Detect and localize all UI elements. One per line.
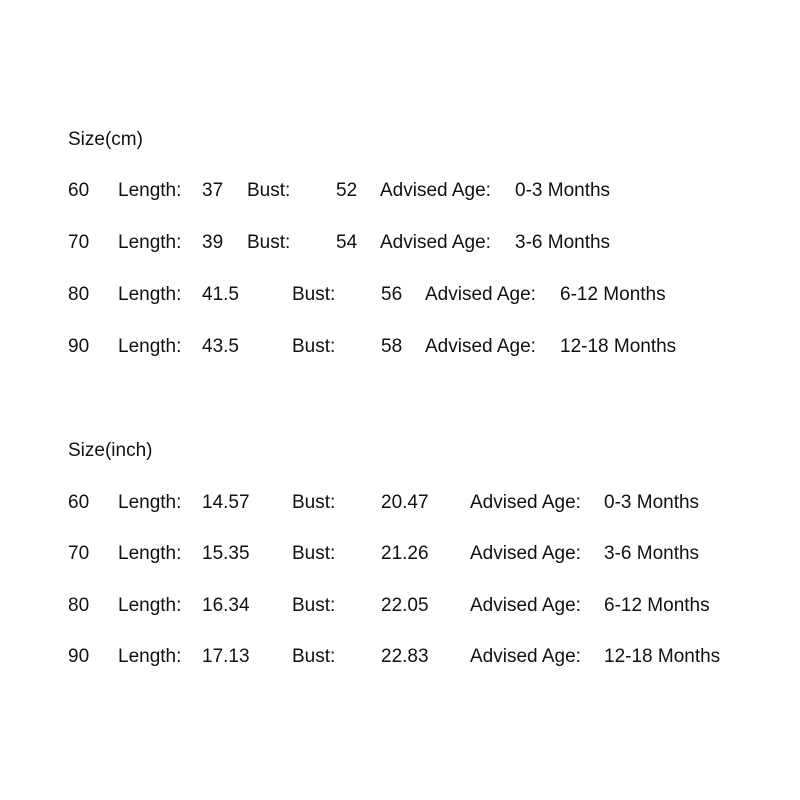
size-value: 80 [68,595,90,616]
advised-age-value: 3-6 Months [604,543,700,564]
length-label: Length: [118,232,182,253]
length-label: Length: [118,336,182,357]
bust-value: 20.47 [381,492,429,513]
length-value: 39 [202,232,224,253]
size-value: 80 [68,284,90,305]
advised-age-label: Advised Age: [470,492,581,513]
bust-label: Bust: [247,180,291,201]
length-value: 43.5 [202,336,239,357]
advised-age-value: 12-18 Months [560,336,677,357]
bust-value: 52 [336,180,358,201]
advised-age-value: 0-3 Months [515,180,611,201]
length-label: Length: [118,595,182,616]
size-value: 70 [68,232,90,253]
length-label: Length: [118,646,182,667]
bust-label: Bust: [292,284,336,305]
bust-label: Bust: [292,595,336,616]
length-label: Length: [118,180,182,201]
size-cm-heading: Size(cm) [68,129,143,150]
length-value: 16.34 [202,595,250,616]
bust-value: 54 [336,232,358,253]
length-value: 37 [202,180,224,201]
bust-value: 22.83 [381,646,429,667]
bust-label: Bust: [292,336,336,357]
length-value: 41.5 [202,284,239,305]
advised-age-label: Advised Age: [470,646,581,667]
size-value: 60 [68,180,90,201]
advised-age-label: Advised Age: [425,284,536,305]
size-value: 90 [68,336,90,357]
size-value: 60 [68,492,90,513]
advised-age-value: 0-3 Months [604,492,700,513]
size-inch-heading: Size(inch) [68,440,153,461]
bust-value: 58 [381,336,403,357]
bust-label: Bust: [247,232,291,253]
bust-value: 56 [381,284,403,305]
length-label: Length: [118,543,182,564]
length-value: 15.35 [202,543,250,564]
size-value: 90 [68,646,90,667]
advised-age-label: Advised Age: [425,336,536,357]
bust-label: Bust: [292,543,336,564]
advised-age-value: 3-6 Months [515,232,611,253]
advised-age-label: Advised Age: [380,180,491,201]
length-label: Length: [118,284,182,305]
bust-label: Bust: [292,646,336,667]
bust-value: 21.26 [381,543,429,564]
advised-age-label: Advised Age: [470,595,581,616]
length-label: Length: [118,492,182,513]
advised-age-value: 6-12 Months [604,595,710,616]
length-value: 17.13 [202,646,250,667]
advised-age-value: 12-18 Months [604,646,721,667]
advised-age-label: Advised Age: [470,543,581,564]
advised-age-value: 6-12 Months [560,284,666,305]
advised-age-label: Advised Age: [380,232,491,253]
length-value: 14.57 [202,492,250,513]
bust-label: Bust: [292,492,336,513]
size-value: 70 [68,543,90,564]
bust-value: 22.05 [381,595,429,616]
